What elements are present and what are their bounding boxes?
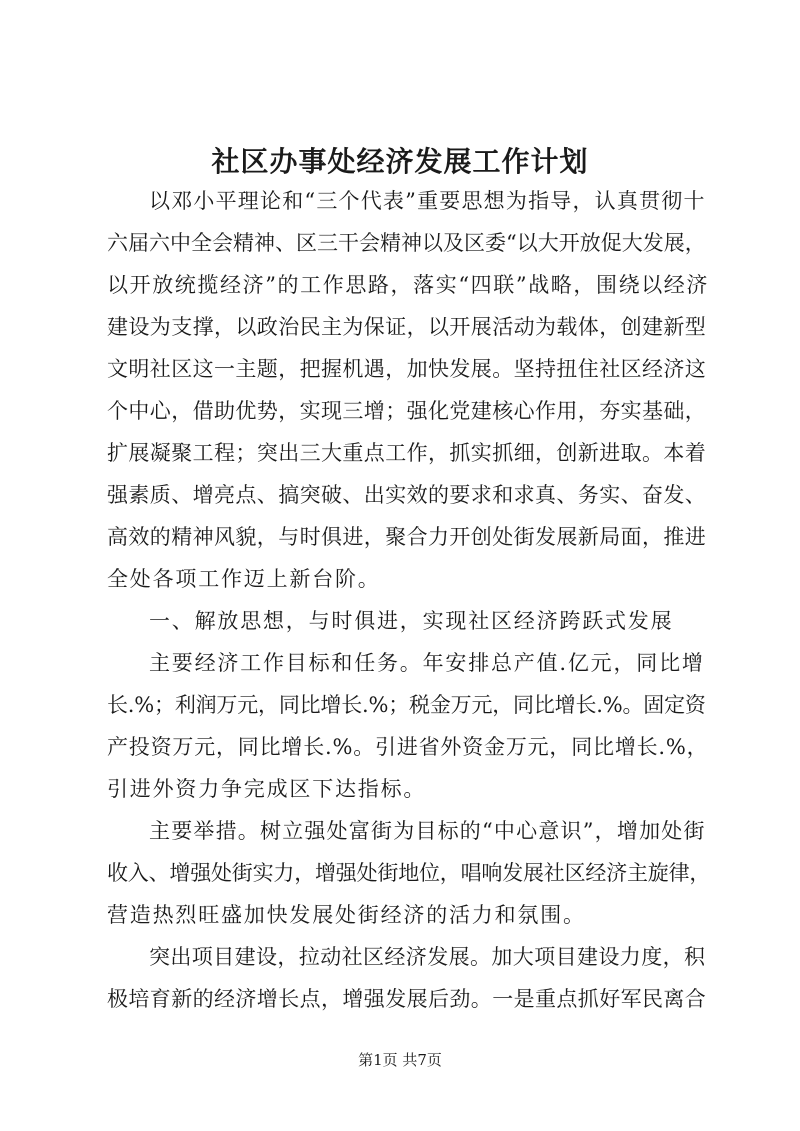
paragraph-line: 高效的精神风貌，与时俱进，聚合力开创处街发展新局面，推进 xyxy=(107,525,707,549)
section-heading: 一、解放思想，与时俱进，实现社区经济跨跃式发展 xyxy=(149,609,674,633)
paragraph-line: 产投资万元，同比增长.%。引进省外资金万元，同比增长.%， xyxy=(107,735,709,759)
paragraph-line: 建设为支撑，以政治民主为保证，以开展活动为载体，创建新型 xyxy=(107,315,707,339)
paragraph-line: 以邓小平理论和“三个代表”重要思想为指导，认真贯彻十 xyxy=(149,189,706,213)
paragraph-line: 六届六中全会精神、区三干会精神以及区委“以大开放促大发展， xyxy=(107,231,706,255)
page-title: 社区办事处经济发展工作计划 xyxy=(211,145,589,178)
paragraph-line: 文明社区这一主题，把握机遇，加快发展。坚持扭住社区经济这 xyxy=(107,357,707,381)
paragraph-line: 全处各项工作迈上新台阶。 xyxy=(107,567,381,591)
paragraph-line: 营造热烈旺盛加快发展处街经济的活力和氛围。 xyxy=(107,903,586,927)
paragraph-line: 主要经济工作目标和任务。年安排总产值.亿元，同比增 xyxy=(149,651,705,675)
paragraph-line: 主要举措。树立强处富街为目标的“中心意识”，增加处街 xyxy=(149,819,706,843)
paragraph-line: 个中心，借助优势，实现三增；强化党建核心作用，夯实基础， xyxy=(107,399,707,423)
paragraph-line: 长.%；利润万元，同比增长.%；税金万元，同比增长.%。固定资 xyxy=(107,693,706,717)
paragraph-line: 扩展凝聚工程；突出三大重点工作，抓实抓细，创新进取。本着 xyxy=(107,441,707,465)
paragraph-line: 突出项目建设，拉动社区经济发展。加大项目建设力度，积 xyxy=(149,945,706,969)
paragraph-line: 引进外资力争完成区下达指标。 xyxy=(107,777,427,801)
page-number: 第1页 共7页 xyxy=(358,1051,442,1069)
paragraph-line: 强素质、增亮点、搞突破、出实效的要求和求真、务实、奋发、 xyxy=(107,483,707,507)
paragraph-line: 收入、增强处街实力，增强处街地位，唱响发展社区经济主旋律， xyxy=(107,861,711,885)
paragraph-line: 以开放统揽经济”的工作思路，落实“四联”战略，围绕以经济 xyxy=(107,273,710,297)
paragraph-line: 极培育新的经济增长点，增强发展后劲。一是重点抓好军民离合 xyxy=(107,987,707,1011)
